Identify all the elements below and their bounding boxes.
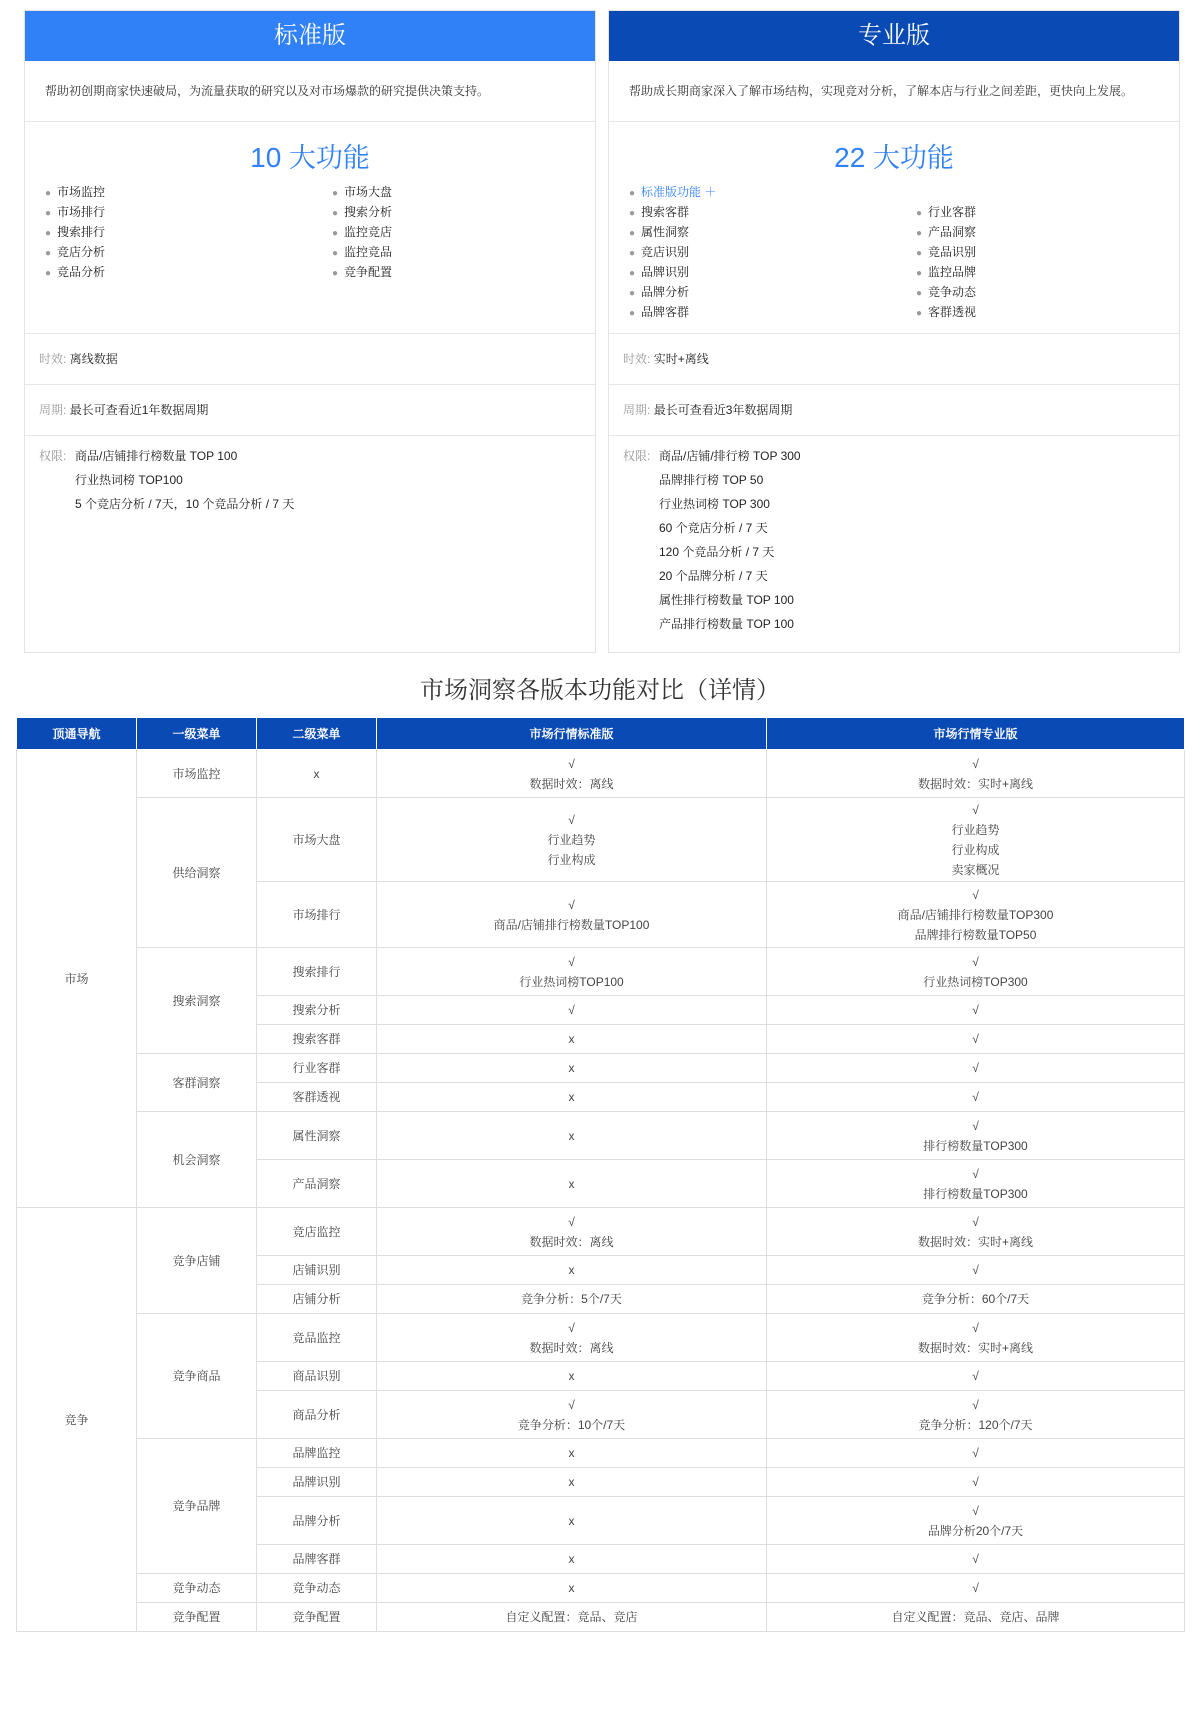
bullet-icon: ● [629,308,636,319]
professional-cell: √ 数据时效：实时+离线 [767,750,1185,798]
bullet-icon: ● [45,228,52,239]
bullet-icon: ● [45,208,52,219]
menu2-cell: 竞争动态 [257,1574,377,1603]
bullet-icon: ● [916,248,923,259]
professional-cell: √ 排行榜数量TOP300 [767,1112,1185,1160]
professional-cell: √ [767,1439,1185,1468]
professional-cell: √ 数据时效：实时+离线 [767,1314,1185,1362]
menu2-cell: 品牌识别 [257,1468,377,1497]
professional-cell: √ [767,1362,1185,1391]
header-menu2: 二级菜单 [257,718,377,750]
menu2-cell: 店铺分析 [257,1285,377,1314]
bullet-icon: ● [332,248,339,259]
menu1-cell: 客群洞察 [137,1054,257,1112]
standard-timeliness: 离线数据 [69,352,118,366]
professional-permission-block: 权限: 商品/店铺/排行榜 TOP 300 品牌排行榜 TOP 50 行业热词榜 TOP 300 60 个竞店分析 / 7 天 120 个竞品分析 / 7 天 20 个品牌分析 / 7 天 属性排行榜数量 TOP 100 产品排行榜数量 TOP 100 [609,436,1179,636]
professional-cell: √ [767,1545,1185,1574]
professional-edition-card [608,10,1180,653]
professional-cell: 竞争分析：60个/7天 [767,1285,1185,1314]
standard-edition-title: 标准版 [25,11,595,61]
permission-line: 品牌排行榜 TOP 50 [659,473,764,487]
feature-item: ● 竞争动态 [916,285,977,299]
bullet-icon: ● [45,188,52,199]
permission-line: 商品/店铺排行榜数量 TOP 100 [75,449,238,463]
feature-item: ● 竞争配置 [332,265,393,279]
standard-cell: √ 数据时效：离线 [377,1314,767,1362]
professional-feature-list [629,182,1169,319]
menu2-cell: 竞品监控 [257,1314,377,1362]
bullet-icon: ● [332,228,339,239]
feature-item: ● 品牌客群 [629,305,690,319]
standard-cell: x [377,1545,767,1574]
table-row [17,1314,1185,1362]
standard-edition-card [24,10,596,653]
menu1-cell: 竞争配置 [137,1603,257,1632]
permission-line: 商品/店铺/排行榜 TOP 300 [659,449,801,463]
standard-cell: x [377,1256,767,1285]
standard-cell: x [377,1574,767,1603]
feature-item: ● 属性洞察 [629,225,690,239]
professional-cell: √ 行业趋势 行业构成 卖家概况 [767,798,1185,882]
standard-cell: √ 行业热词榜TOP100 [377,948,767,996]
table-row [17,1112,1185,1160]
standard-cell: √ [377,996,767,1025]
feature-item: ● 产品洞察 [916,225,977,239]
professional-edition-title: 专业版 [609,11,1179,61]
menu2-cell: x [257,750,377,798]
menu2-cell: 竞店监控 [257,1208,377,1256]
menu1-cell: 竞争商品 [137,1314,257,1439]
standard-cell: 竞争分析：5个/7天 [377,1285,767,1314]
nav-cell: 竞争 [17,1208,137,1632]
feature-item: ● 监控竞品 [332,245,393,259]
standard-feature-count: 10 大功能 [250,142,370,173]
standard-period-row: 周期: 最长可查看近1年数据周期 [25,385,595,436]
standard-permission-list [75,444,595,516]
standard-cell: √ 数据时效：离线 [377,750,767,798]
standard-cell: √ 竞争分析：10个/7天 [377,1391,767,1439]
permission-line: 行业热词榜 TOP100 [75,473,183,487]
professional-cell: √ [767,1574,1185,1603]
standard-cell: x [377,1497,767,1545]
feature-item: ● 监控竞店 [332,225,393,239]
standard-feature-section [25,122,595,334]
standard-cell: x [377,1025,767,1054]
bullet-icon: ● [45,268,52,279]
professional-cell: 自定义配置：竞品、竞店、品牌 [767,1603,1185,1632]
professional-timeliness-row: 时效: 实时+离线 [609,334,1179,385]
feature-item: ● 监控品牌 [916,265,977,279]
header-professional: 市场行情专业版 [767,718,1185,750]
professional-cell: √ [767,1083,1185,1112]
bullet-icon: ● [332,268,339,279]
menu2-cell: 搜索排行 [257,948,377,996]
professional-cell: √ [767,1256,1185,1285]
professional-cell: √ 品牌分析20个/7天 [767,1497,1185,1545]
menu2-cell: 店铺识别 [257,1256,377,1285]
feature-item: ● 市场监控 [45,185,106,199]
bullet-icon: ● [629,208,636,219]
feature-item: ● 市场排行 [45,205,106,219]
feature-item: ● 行业客群 [916,205,977,219]
bullet-icon: ● [629,268,636,279]
menu1-cell: 搜索洞察 [137,948,257,1054]
table-row [17,1439,1185,1468]
standard-edition-description: 帮助初创期商家快速破局，为流量获取的研究以及对市场爆款的研究提供决策支持。 [25,61,595,122]
feature-item: ● 竞店分析 [45,245,106,259]
permission-line: 5 个竞店分析 / 7天，10 个竞品分析 / 7 天 [75,497,295,511]
menu2-cell: 竞争配置 [257,1603,377,1632]
professional-feature-section [609,122,1179,334]
professional-feature-col1 [629,202,689,322]
permission-line: 属性排行榜数量 TOP 100 [659,593,794,607]
feature-item: ● 竞品分析 [45,265,106,279]
professional-cell: √ 行业热词榜TOP300 [767,948,1185,996]
menu2-cell: 属性洞察 [257,1112,377,1160]
permission-line: 20 个品牌分析 / 7 天 [659,569,768,583]
feature-item: ● 市场大盘 [332,185,393,199]
bullet-icon: ● [629,288,636,299]
feature-item: ● 品牌识别 [629,265,690,279]
table-row [17,1208,1185,1256]
standard-cell: x [377,1439,767,1468]
feature-item: ● 搜索分析 [332,205,393,219]
standard-cell: 自定义配置：竞品、竞店 [377,1603,767,1632]
bullet-icon: ● [332,208,339,219]
feature-item: ● 竞品识别 [916,245,977,259]
comparison-section-title: 市场洞察各版本功能对比（详情） [420,677,780,704]
professional-period-row: 周期: 最长可查看近3年数据周期 [609,385,1179,436]
professional-permission-list [659,444,1179,636]
feature-item: ● 搜索排行 [45,225,106,239]
professional-cell: √ [767,1025,1185,1054]
standard-feature-col2 [332,182,392,282]
header-standard: 市场行情标准版 [377,718,767,750]
standard-cell: x [377,1468,767,1497]
menu1-cell: 竞争动态 [137,1574,257,1603]
comparison-table [16,717,1185,1632]
standard-cell: x [377,1362,767,1391]
feature-item: ● 竞店识别 [629,245,690,259]
professional-feature-col2 [916,202,976,322]
menu2-cell: 品牌客群 [257,1545,377,1574]
table-row [17,798,1185,882]
permission-line: 120 个竞品分析 / 7 天 [659,545,775,559]
bullet-icon: ● [916,308,923,319]
professional-cell: √ [767,1054,1185,1083]
bullet-icon: ● [629,228,636,239]
bullet-icon: ● [629,188,636,199]
professional-timeliness: 实时+离线 [653,352,709,366]
professional-cell: √ 商品/店铺排行榜数量TOP300 品牌排行榜数量TOP50 [767,882,1185,948]
standard-cell: √ 行业趋势 行业构成 [377,798,767,882]
professional-cell: √ 排行榜数量TOP300 [767,1160,1185,1208]
menu2-cell: 行业客群 [257,1054,377,1083]
professional-feature-count: 22 大功能 [834,142,954,173]
menu2-cell: 市场排行 [257,882,377,948]
menu1-cell: 市场监控 [137,750,257,798]
standard-cell: √ 商品/店铺排行榜数量TOP100 [377,882,767,948]
bullet-icon: ● [916,268,923,279]
menu2-cell: 搜索分析 [257,996,377,1025]
table-body [17,750,1185,1632]
menu2-cell: 客群透视 [257,1083,377,1112]
standard-cell: √ 数据时效：离线 [377,1208,767,1256]
professional-cell: √ [767,1468,1185,1497]
menu1-cell: 机会洞察 [137,1112,257,1208]
menu2-cell: 品牌分析 [257,1497,377,1545]
bullet-icon: ● [45,248,52,259]
professional-period: 最长可查看近3年数据周期 [653,403,793,417]
permission-line: 60 个竞店分析 / 7 天 [659,521,768,535]
nav-cell: 市场 [17,750,137,1208]
menu2-cell: 商品识别 [257,1362,377,1391]
table-header-row [17,718,1185,750]
standard-permission-block: 权限: 商品/店铺排行榜数量 TOP 100 行业热词榜 TOP100 5 个竞店分析 / 7天，10 个竞品分析 / 7 天 [25,436,595,516]
feature-item: ● 客群透视 [916,305,977,319]
bullet-icon: ● [916,228,923,239]
standard-cell: x [377,1054,767,1083]
standard-cell: x [377,1083,767,1112]
permission-line: 产品排行榜数量 TOP 100 [659,617,794,631]
bullet-icon: ● [332,188,339,199]
menu2-cell: 市场大盘 [257,798,377,882]
table-row [17,1603,1185,1632]
permission-line: 行业热词榜 TOP 300 [659,497,770,511]
standard-cell: x [377,1160,767,1208]
professional-cell: √ 数据时效：实时+离线 [767,1208,1185,1256]
menu1-cell: 竞争品牌 [137,1439,257,1574]
professional-edition-description: 帮助成长期商家深入了解市场结构，实现竞对分析，了解本店与行业之间差距，更快向上发展。 [609,61,1179,122]
standard-feature-col1 [45,182,105,282]
standard-timeliness-row: 时效: 离线数据 [25,334,595,385]
feature-item: ● 品牌分析 [629,285,690,299]
menu1-cell: 竞争店铺 [137,1208,257,1314]
standard-plus-label: ● 标准版功能 ＋ [629,185,717,199]
table-row [17,1054,1185,1083]
table-row [17,948,1185,996]
menu2-cell: 商品分析 [257,1391,377,1439]
menu2-cell: 品牌监控 [257,1439,377,1468]
header-menu1: 一级菜单 [137,718,257,750]
bullet-icon: ● [629,248,636,259]
standard-cell: x [377,1112,767,1160]
menu2-cell: 产品洞察 [257,1160,377,1208]
bullet-icon: ● [916,288,923,299]
menu2-cell: 搜索客群 [257,1025,377,1054]
professional-cell: √ 竞争分析：120个/7天 [767,1391,1185,1439]
menu1-cell: 供给洞察 [137,798,257,948]
feature-item: ● 搜索客群 [629,205,690,219]
professional-cell: √ [767,996,1185,1025]
table-row [17,1574,1185,1603]
bullet-icon: ● [916,208,923,219]
header-nav: 顶通导航 [17,718,137,750]
standard-period: 最长可查看近1年数据周期 [69,403,209,417]
table-row [17,750,1185,798]
